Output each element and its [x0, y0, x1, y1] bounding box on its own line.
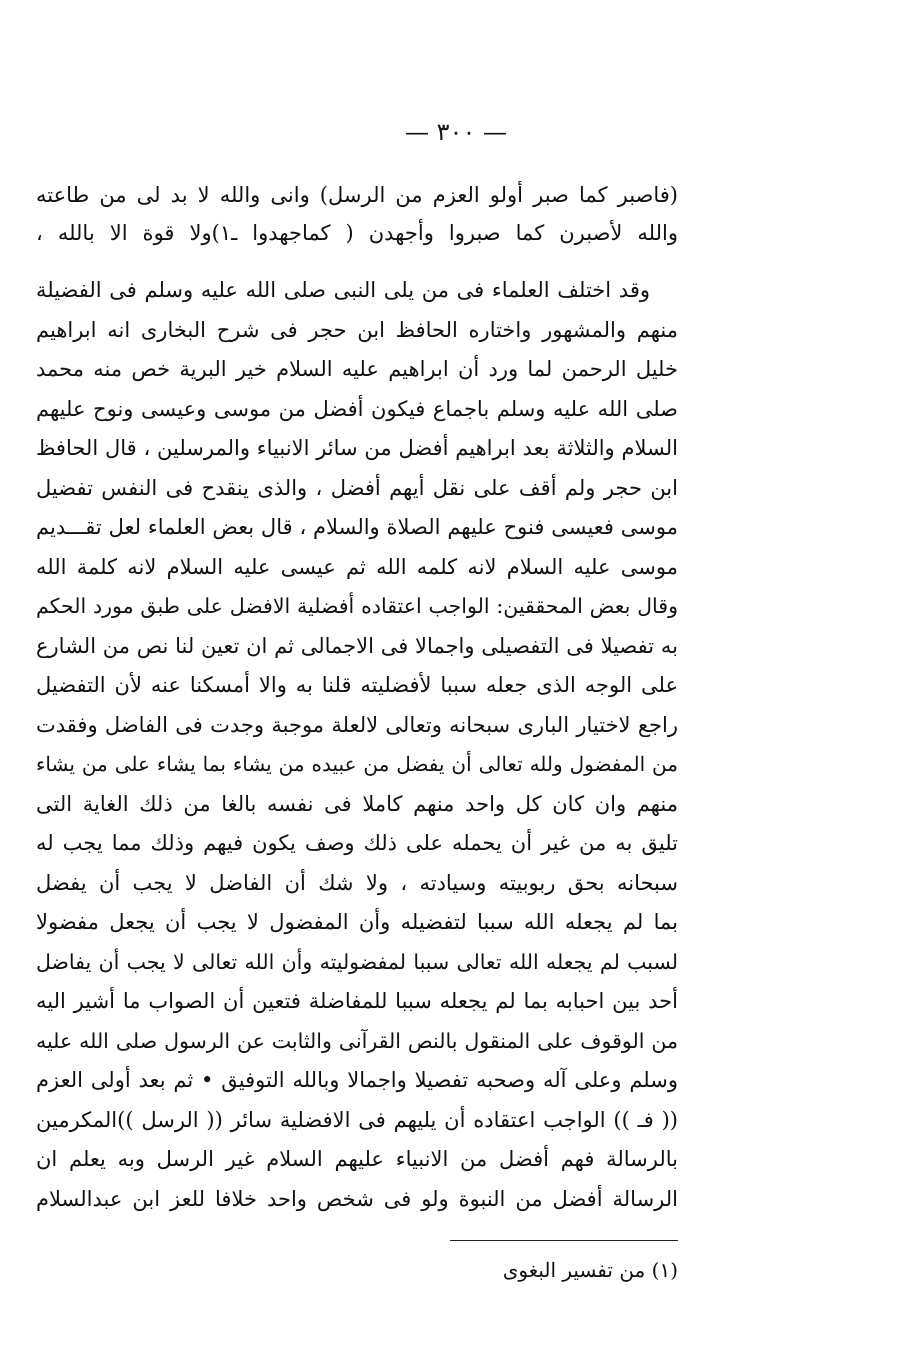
page-number: — ٣٠٠ —	[405, 118, 507, 146]
text-line: الرسالة أفضل من النبوة ولو فى شخص واحد خلافا للعز ابن عبدالسلام	[36, 1186, 678, 1211]
intro-line: والله لأصبرن كما صبروا وأجهدن ( كماجهدوا ـ١)ولا قوة الا بالله ،	[36, 221, 678, 245]
text-line: (( فـ )) الواجب اعتقاده أن يليهم فى الافضلية سائر (( الرسل ))المكرمين	[36, 1107, 678, 1132]
text-line: من الوقوف على المنقول بالنص القرآنى والثابت عن الرسول صلى الله عليه	[36, 1028, 678, 1053]
text-line: خليل الرحمن لما ورد أن ابراهيم عليه السلام خير البرية خص منه محمد	[36, 357, 678, 381]
text-line: وقال بعض المحققين: الواجب اعتقاده أفضلية الافضل على طبق مورد الحكم	[36, 594, 678, 618]
intro-line: (فاصبر كما صبر أولو العزم من الرسل) وانى والله لا بد لى من طاعته	[36, 183, 678, 207]
text-line: من المفضول ولله تعالى أن يفضل من عبيده من يشاء بما يشاء على من يشاء	[36, 752, 678, 776]
text-line: وقد اختلف العلماء فى من يلى النبى صلى الله عليه وسلم فى الفضيلة	[36, 278, 650, 302]
text-line: موسى عليه السلام لانه كلمه الله ثم عيسى عليه السلام لانه كلمة الله	[36, 554, 678, 579]
text-line: وسلم وعلى آله وصحبه تفصيلا واجمالا وبالله التوفيق • ثم بعد أولى العزم	[36, 1068, 678, 1092]
text-line: منهم والمشهور واختاره الحافظ ابن حجر فى شرح البخارى انه ابراهيم	[36, 317, 678, 342]
footnote-divider	[450, 1240, 678, 1241]
text-line: أحد بين احبابه بما لم يجعله سببا للمفاضلة فتعين أن الصواب ما أشير اليه	[36, 989, 678, 1013]
text-line: السلام والثلاثة بعد ابراهيم أفضل من سائر الانبياء والمرسلين ، قال الحافظ	[36, 436, 678, 460]
text-line: راجع لاختيار البارى سبحانه وتعالى لالعلة موجبة وجدت فى الفاضل وفقدت	[36, 712, 678, 737]
text-line: تليق به من غير أن يحمله على ذلك وصف يكون فيهم وذلك مما يجب له	[36, 831, 678, 855]
main-paragraph	[36, 271, 678, 1219]
text-line: به تفصيلا فى التفصيلى واجمالا فى الاجمالى ثم ان تعين لنا نص من الشارع	[36, 633, 678, 658]
text-line: موسى فعيسى فنوح عليهم الصلاة والسلام ، قال بعض العلماء لعل تقـــديم	[36, 515, 678, 539]
text-line: لسبب لم يجعله الله تعالى سببا لمفضوليته وأن الله تعالى لا يجب أن يفاضل	[36, 949, 678, 974]
text-line: صلى الله عليه وسلم باجماع فيكون أفضل من موسى وعيسى ونوح عليهم	[36, 396, 678, 421]
intro-paragraph	[36, 176, 678, 252]
text-line: بالرسالة فهم أفضل من الانبياء عليهم السلام غير الرسل وبه يعلم ان	[36, 1147, 678, 1171]
text-line: بما لم يجعله الله سببا لتفضيله وأن المفضول لا يجب أن يجعل مفضولا	[36, 910, 678, 934]
text-line: على الوجه الذى جعله سببا لأفضليته قلنا به والا أمسكنا عنه لأن التفضيل	[36, 673, 678, 697]
text-line: ابن حجر ولم أقف على نقل أيهم أفضل ، والذى ينقدح فى النفس تفضيل	[36, 475, 678, 500]
text-line: سبحانه بحق ربوبيته وسيادته ، ولا شك أن الفاضل لا يجب أن يفضل	[36, 870, 678, 895]
text-line: منهم وان كان كل واحد منهم كاملا فى نفسه بالغا من ذلك الغاية التى	[36, 791, 678, 816]
footnote: (١) من تفسير البغوى	[502, 1258, 678, 1282]
